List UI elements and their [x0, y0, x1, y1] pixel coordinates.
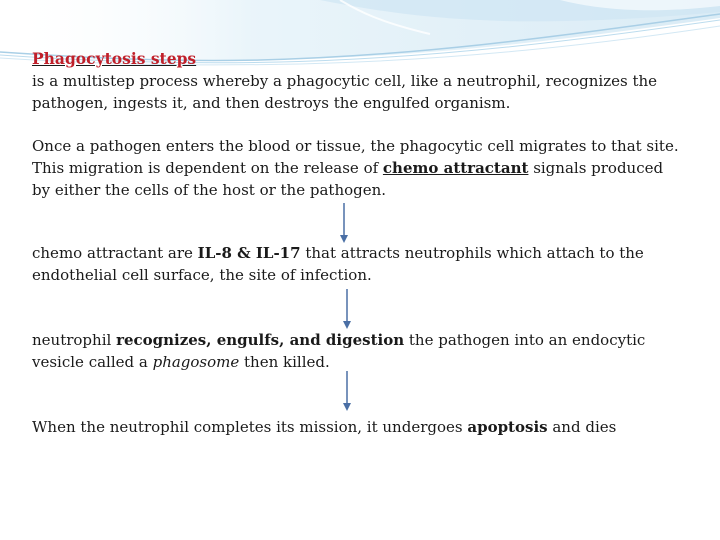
- arrow-down-icon: [340, 203, 348, 243]
- migration-text-2: signals produced by either the cells of the host or the pathogen.: [32, 159, 664, 199]
- apoptosis-text-1: When the neutrophil completes its mission, it undergoes: [32, 418, 468, 436]
- arrow-down-icon: [343, 371, 351, 411]
- slide-title: Phagocytosis steps: [32, 49, 197, 68]
- phagosome-term: phagosome: [152, 353, 240, 371]
- engulfment-text-2: the pathogen into an endocytic vesicle called a: [32, 331, 646, 371]
- arrow-down-icon: [343, 289, 351, 329]
- engulfment-paragraph: [32, 329, 682, 373]
- interleukin-term: IL-8 & IL-17: [197, 244, 301, 262]
- chemoattractant-text-1: chemo attractant are: [32, 244, 198, 262]
- engulfment-text-1: neutrophil: [32, 331, 117, 349]
- engulfment-term: recognizes, engulfs, and digestion: [116, 331, 405, 349]
- chemoattractant-paragraph: [32, 242, 682, 286]
- migration-paragraph: [32, 135, 682, 201]
- chemoattractant-text-2: that attracts neutrophils which attach to the endothelial cell surface, the site of infection.: [32, 244, 644, 284]
- apoptosis-paragraph: [32, 416, 682, 438]
- intro-paragraph: is a multistep process whereby a phagocytic cell, like a neutrophil, recognizes the pathogen, ingests it, and then destroys the engulfed organism.: [32, 72, 658, 112]
- apoptosis-text-2: and dies: [547, 418, 617, 436]
- chemo-attractant-term: chemo attractant: [382, 159, 529, 177]
- migration-text-1: Once a pathogen enters the blood or tissue, the phagocytic cell migrates to that site. This migration is dependent on the release of: [32, 137, 679, 177]
- apoptosis-term: apoptosis: [467, 418, 548, 436]
- engulfment-text-3: then killed.: [239, 353, 330, 371]
